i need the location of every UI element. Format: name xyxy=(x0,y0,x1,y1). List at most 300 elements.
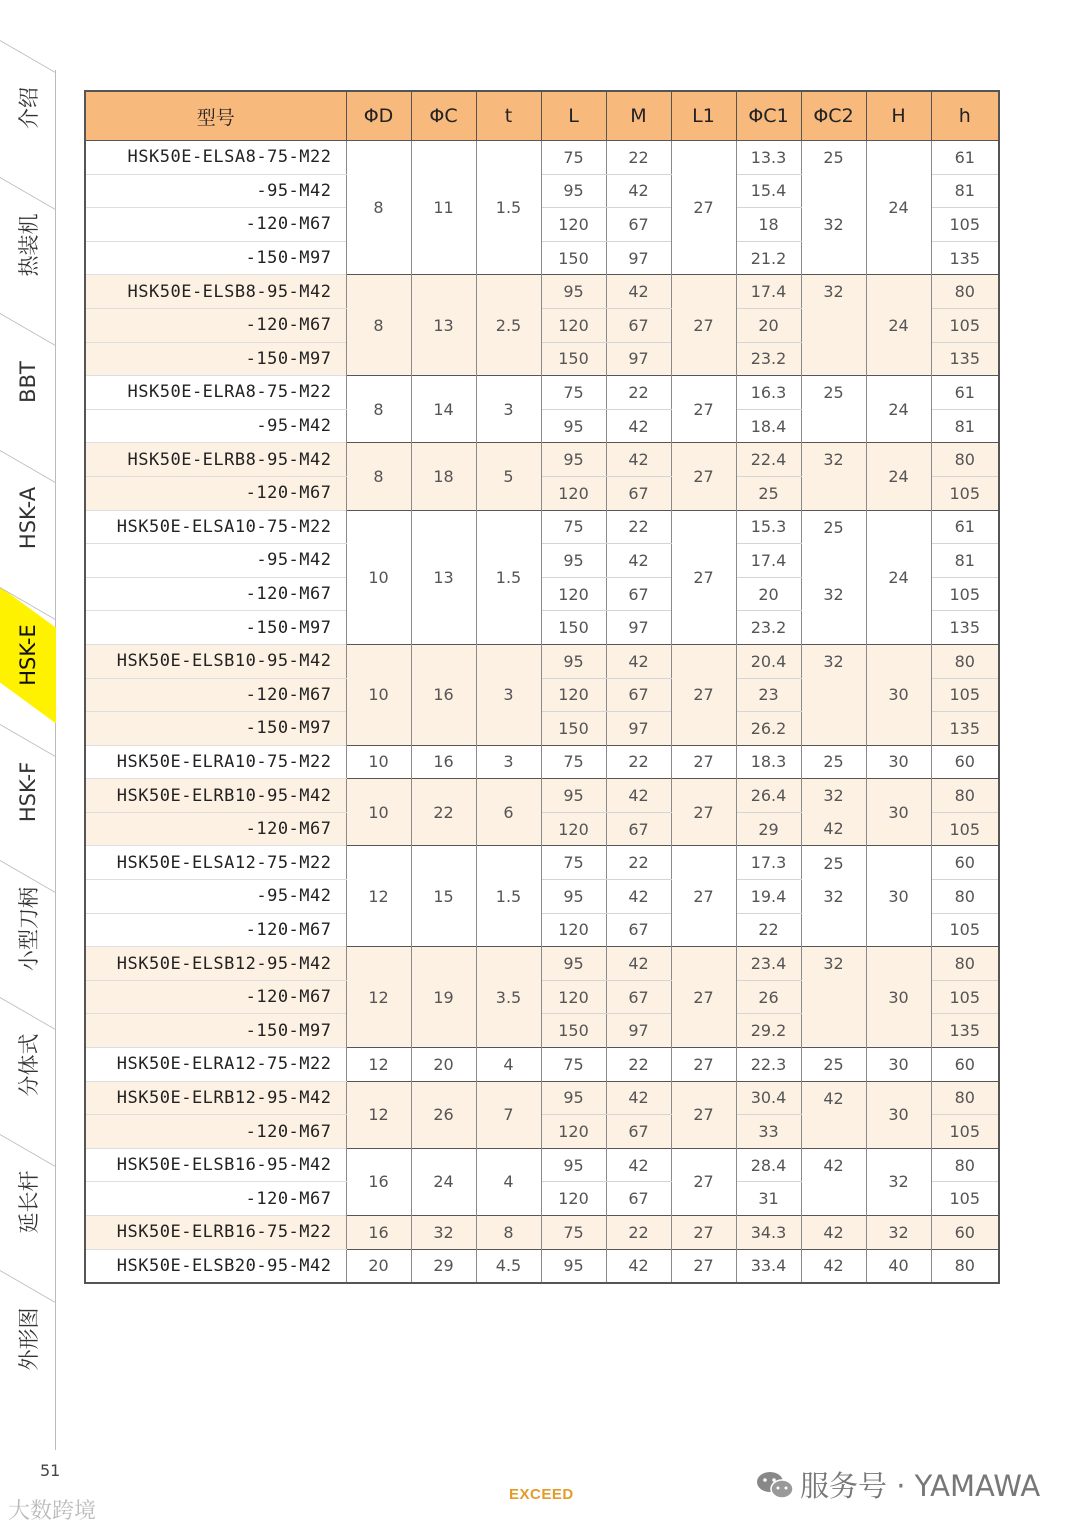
cell-L1: 27 xyxy=(671,275,736,376)
cell-D: 20 xyxy=(346,1249,411,1283)
cell-t: 3 xyxy=(476,376,541,443)
table-row xyxy=(85,544,999,578)
cell-L1: 27 xyxy=(671,510,736,644)
cell-C2: 42 xyxy=(801,1216,866,1250)
cell-D: 16 xyxy=(346,1216,411,1250)
cell-h: 105 xyxy=(931,980,999,1014)
cell-h: 80 xyxy=(931,779,999,813)
cell-C2 xyxy=(801,476,866,510)
cell-C1: 23.4 xyxy=(736,947,801,981)
cell-h: 105 xyxy=(931,577,999,611)
tab-label: 延长杆 xyxy=(17,1170,41,1234)
cell-L: 95 xyxy=(541,1249,606,1283)
cell-t: 7 xyxy=(476,1081,541,1148)
cell-C2 xyxy=(801,174,866,208)
model-cell: -150-M97 xyxy=(85,241,346,275)
table-row xyxy=(85,241,999,275)
table-row xyxy=(85,443,999,477)
cell-D: 16 xyxy=(346,1148,411,1215)
cell-M: 67 xyxy=(606,476,671,510)
cell-C1: 29.2 xyxy=(736,1014,801,1048)
table-row xyxy=(85,1115,999,1149)
cell-C1: 18.4 xyxy=(736,409,801,443)
column-header: ΦC xyxy=(411,91,476,141)
tab-label: 热装机 xyxy=(17,213,41,277)
model-cell: HSK50E-ELSB16-95-M42 xyxy=(85,1148,346,1182)
cell-C1: 34.3 xyxy=(736,1216,801,1250)
cell-L: 120 xyxy=(541,678,606,712)
brand-logo: EXCEED xyxy=(509,1486,574,1503)
cell-C1: 19.4 xyxy=(736,880,801,914)
model-cell: HSK50E-ELRA8-75-M22 xyxy=(85,376,346,410)
cell-M: 22 xyxy=(606,846,671,880)
cell-L1: 27 xyxy=(671,779,736,846)
cell-L1: 27 xyxy=(671,745,736,779)
cell-t: 1.5 xyxy=(476,846,541,947)
cell-C1: 22.4 xyxy=(736,443,801,477)
cell-C1: 22.3 xyxy=(736,1048,801,1082)
cell-C2: 25 xyxy=(801,1048,866,1082)
table-body xyxy=(85,141,999,1284)
cell-C2 xyxy=(801,712,866,746)
cell-C1: 33.4 xyxy=(736,1249,801,1283)
cell-h: 80 xyxy=(931,1081,999,1115)
cell-h: 80 xyxy=(931,1249,999,1283)
model-cell: HSK50E-ELRB16-75-M22 xyxy=(85,1216,346,1250)
cell-C: 32 xyxy=(411,1216,476,1250)
cell-h: 105 xyxy=(931,308,999,342)
tab-4[interactable] xyxy=(0,587,56,724)
column-header: t xyxy=(476,91,541,141)
cell-D: 12 xyxy=(346,947,411,1048)
model-cell: -95-M42 xyxy=(85,174,346,208)
cell-H: 32 xyxy=(866,1148,931,1215)
cell-t: 1.5 xyxy=(476,510,541,644)
model-cell: -120-M67 xyxy=(85,577,346,611)
cell-H: 30 xyxy=(866,846,931,947)
cell-M: 67 xyxy=(606,812,671,846)
model-cell: HSK50E-ELSB20-95-M42 xyxy=(85,1249,346,1283)
table-row xyxy=(85,308,999,342)
cell-L: 95 xyxy=(541,779,606,813)
spec-table xyxy=(84,90,1000,1284)
cell-D: 10 xyxy=(346,510,411,644)
model-cell: HSK50E-ELSB10-95-M42 xyxy=(85,644,346,678)
wechat-watermark-text: 服务号 · YAMAWA xyxy=(800,1469,1041,1503)
cell-C2 xyxy=(801,409,866,443)
cell-h: 61 xyxy=(931,510,999,544)
model-cell: -120-M67 xyxy=(85,812,346,846)
cell-t: 6 xyxy=(476,779,541,846)
cell-L: 120 xyxy=(541,308,606,342)
cell-M: 67 xyxy=(606,980,671,1014)
model-cell: HSK50E-ELSA8-75-M22 xyxy=(85,141,346,175)
cell-L: 75 xyxy=(541,1216,606,1250)
cell-h: 80 xyxy=(931,1148,999,1182)
table-row xyxy=(85,510,999,544)
cell-L: 95 xyxy=(541,443,606,477)
table-header-row xyxy=(85,91,999,141)
cell-C1: 25 xyxy=(736,476,801,510)
cell-C1: 23.2 xyxy=(736,342,801,376)
cell-D: 8 xyxy=(346,141,411,275)
cell-H: 24 xyxy=(866,510,931,644)
cell-L: 120 xyxy=(541,476,606,510)
tab-0[interactable] xyxy=(0,40,56,177)
cell-C1: 28.4 xyxy=(736,1148,801,1182)
cell-C1: 13.3 xyxy=(736,141,801,175)
cell-L: 95 xyxy=(541,947,606,981)
cell-C2 xyxy=(801,1182,866,1216)
tab-label: 介绍 xyxy=(17,87,41,130)
cell-L: 150 xyxy=(541,1014,606,1048)
cell-C: 16 xyxy=(411,644,476,745)
cell-M: 97 xyxy=(606,1014,671,1048)
table-row xyxy=(85,1014,999,1048)
model-cell: HSK50E-ELRB10-95-M42 xyxy=(85,779,346,813)
table-row xyxy=(85,1048,999,1082)
cell-C1: 26.2 xyxy=(736,712,801,746)
cell-L: 120 xyxy=(541,812,606,846)
cell-L: 120 xyxy=(541,577,606,611)
cell-L: 120 xyxy=(541,1182,606,1216)
cell-D: 10 xyxy=(346,644,411,745)
cell-M: 42 xyxy=(606,443,671,477)
cell-L1: 27 xyxy=(671,141,736,275)
cell-h: 60 xyxy=(931,1216,999,1250)
cell-C1: 15.4 xyxy=(736,174,801,208)
cell-h: 80 xyxy=(931,644,999,678)
model-cell: -150-M97 xyxy=(85,611,346,645)
model-cell: -120-M67 xyxy=(85,208,346,242)
cell-L: 120 xyxy=(541,980,606,1014)
model-cell: -120-M67 xyxy=(85,980,346,1014)
cell-C2: 42 xyxy=(801,1148,866,1182)
model-cell: -150-M97 xyxy=(85,1014,346,1048)
cell-L1: 27 xyxy=(671,644,736,745)
model-cell: -95-M42 xyxy=(85,880,346,914)
table-row xyxy=(85,779,999,813)
cell-C: 13 xyxy=(411,275,476,376)
table-row xyxy=(85,409,999,443)
cell-L1: 27 xyxy=(671,1081,736,1148)
cell-C: 24 xyxy=(411,1148,476,1215)
cell-M: 42 xyxy=(606,275,671,309)
table-row xyxy=(85,141,999,175)
table-row xyxy=(85,476,999,510)
table-row xyxy=(85,812,999,846)
cell-C1: 26 xyxy=(736,980,801,1014)
cell-L: 75 xyxy=(541,745,606,779)
cell-L: 150 xyxy=(541,241,606,275)
tab-3[interactable] xyxy=(0,450,56,587)
model-cell: -95-M42 xyxy=(85,409,346,443)
cell-M: 67 xyxy=(606,1182,671,1216)
tab-1[interactable] xyxy=(0,177,56,314)
cell-C2 xyxy=(801,611,866,645)
cell-C1: 23 xyxy=(736,678,801,712)
cell-C2 xyxy=(801,980,866,1014)
cell-M: 22 xyxy=(606,1216,671,1250)
tab-label: HSK-E xyxy=(16,624,40,686)
cell-M: 42 xyxy=(606,779,671,813)
cell-D: 10 xyxy=(346,779,411,846)
cell-C1: 20 xyxy=(736,577,801,611)
cell-L: 120 xyxy=(541,1115,606,1149)
table-row xyxy=(85,880,999,914)
tab-8[interactable] xyxy=(0,1134,56,1271)
table-row xyxy=(85,275,999,309)
cell-M: 42 xyxy=(606,1249,671,1283)
cell-C2 xyxy=(801,1014,866,1048)
cell-C2: 32 xyxy=(801,208,866,242)
cell-C: 19 xyxy=(411,947,476,1048)
tab-5[interactable] xyxy=(0,724,56,861)
model-cell: -120-M67 xyxy=(85,678,346,712)
cell-H: 40 xyxy=(866,1249,931,1283)
cell-M: 42 xyxy=(606,409,671,443)
cell-h: 105 xyxy=(931,476,999,510)
tab-9[interactable] xyxy=(0,1270,56,1407)
cell-C1: 33 xyxy=(736,1115,801,1149)
side-tab-strip xyxy=(0,40,56,1450)
tab-label: BBT xyxy=(16,360,40,403)
model-cell: -120-M67 xyxy=(85,1115,346,1149)
cell-M: 22 xyxy=(606,376,671,410)
cell-L: 75 xyxy=(541,510,606,544)
model-cell: HSK50E-ELSA12-75-M22 xyxy=(85,846,346,880)
table-row xyxy=(85,712,999,746)
cell-C1: 17.3 xyxy=(736,846,801,880)
cell-C1: 18.3 xyxy=(736,745,801,779)
cell-C: 22 xyxy=(411,779,476,846)
cell-H: 24 xyxy=(866,141,931,275)
tab-label: HSK-F xyxy=(16,761,40,823)
cell-L: 150 xyxy=(541,712,606,746)
cell-M: 22 xyxy=(606,1048,671,1082)
cell-H: 30 xyxy=(866,644,931,745)
table-row xyxy=(85,913,999,947)
cell-C1: 23.2 xyxy=(736,611,801,645)
cell-C2: 32 xyxy=(801,947,866,981)
cell-C2: 32 xyxy=(801,644,866,678)
cell-H: 24 xyxy=(866,443,931,510)
table-row xyxy=(85,678,999,712)
cell-h: 105 xyxy=(931,812,999,846)
table-row xyxy=(85,846,999,880)
cell-H: 24 xyxy=(866,376,931,443)
cell-t: 4 xyxy=(476,1048,541,1082)
cell-L: 95 xyxy=(541,174,606,208)
tab-label: 外形图 xyxy=(17,1307,41,1371)
cell-L: 150 xyxy=(541,611,606,645)
cell-C1: 18 xyxy=(736,208,801,242)
model-cell: -120-M67 xyxy=(85,913,346,947)
cell-t: 1.5 xyxy=(476,141,541,275)
cell-M: 42 xyxy=(606,544,671,578)
cell-C2 xyxy=(801,913,866,947)
model-cell: -150-M97 xyxy=(85,712,346,746)
cell-L: 95 xyxy=(541,409,606,443)
cell-C1: 29 xyxy=(736,812,801,846)
table-row xyxy=(85,342,999,376)
cell-H: 30 xyxy=(866,779,931,846)
cell-t: 4 xyxy=(476,1148,541,1215)
model-cell: -150-M97 xyxy=(85,342,346,376)
cell-L1: 27 xyxy=(671,1249,736,1283)
cell-C: 14 xyxy=(411,376,476,443)
cell-C2: 25 xyxy=(801,141,866,175)
cell-C2: 42 xyxy=(801,1249,866,1283)
column-header: ΦC2 xyxy=(801,91,866,141)
table-row xyxy=(85,208,999,242)
cell-C: 20 xyxy=(411,1048,476,1082)
model-cell: HSK50E-ELSB12-95-M42 xyxy=(85,947,346,981)
wechat-watermark xyxy=(756,1464,1040,1505)
tab-6[interactable] xyxy=(0,860,56,997)
cell-C2 xyxy=(801,544,866,578)
cell-h: 105 xyxy=(931,1115,999,1149)
cell-h: 61 xyxy=(931,141,999,175)
cell-M: 97 xyxy=(606,342,671,376)
cell-h: 80 xyxy=(931,947,999,981)
cell-L1: 27 xyxy=(671,443,736,510)
cell-H: 24 xyxy=(866,275,931,376)
page-number: 51 xyxy=(40,1461,61,1480)
column-header: H xyxy=(866,91,931,141)
cell-C: 29 xyxy=(411,1249,476,1283)
cell-h: 105 xyxy=(931,1182,999,1216)
tab-label: HSK-A xyxy=(16,487,40,550)
cell-L: 95 xyxy=(541,544,606,578)
cell-C2: 42 xyxy=(801,812,866,846)
cell-h: 80 xyxy=(931,275,999,309)
model-cell: HSK50E-ELSB8-95-M42 xyxy=(85,275,346,309)
cell-h: 80 xyxy=(931,880,999,914)
column-header: M xyxy=(606,91,671,141)
cell-h: 135 xyxy=(931,712,999,746)
cell-h: 80 xyxy=(931,443,999,477)
cell-t: 8 xyxy=(476,1216,541,1250)
column-header: ΦC1 xyxy=(736,91,801,141)
cell-M: 42 xyxy=(606,1148,671,1182)
cell-C2: 25 xyxy=(801,510,866,544)
cell-M: 67 xyxy=(606,1115,671,1149)
cell-t: 3 xyxy=(476,644,541,745)
cell-L: 120 xyxy=(541,913,606,947)
table-row xyxy=(85,1249,999,1283)
cell-h: 105 xyxy=(931,208,999,242)
cell-L: 95 xyxy=(541,880,606,914)
cell-C2: 32 xyxy=(801,880,866,914)
cell-L: 120 xyxy=(541,208,606,242)
cell-C1: 30.4 xyxy=(736,1081,801,1115)
cell-L: 95 xyxy=(541,1148,606,1182)
cell-C2: 25 xyxy=(801,376,866,410)
model-cell: -120-M67 xyxy=(85,476,346,510)
cell-M: 22 xyxy=(606,510,671,544)
cell-C1: 17.4 xyxy=(736,275,801,309)
cell-M: 42 xyxy=(606,1081,671,1115)
cell-M: 97 xyxy=(606,712,671,746)
table-row xyxy=(85,1216,999,1250)
cell-M: 97 xyxy=(606,611,671,645)
cell-M: 42 xyxy=(606,880,671,914)
cell-D: 12 xyxy=(346,846,411,947)
tab-label: 小型刀柄 xyxy=(17,886,41,971)
cell-h: 135 xyxy=(931,241,999,275)
cell-C2: 32 xyxy=(801,577,866,611)
table-row xyxy=(85,577,999,611)
cell-h: 60 xyxy=(931,846,999,880)
model-cell: HSK50E-ELRA10-75-M22 xyxy=(85,745,346,779)
tab-7[interactable] xyxy=(0,997,56,1134)
cell-h: 81 xyxy=(931,409,999,443)
cell-h: 81 xyxy=(931,544,999,578)
table-row xyxy=(85,1148,999,1182)
cell-M: 97 xyxy=(606,241,671,275)
cell-C2 xyxy=(801,308,866,342)
cell-C: 13 xyxy=(411,510,476,644)
cell-C1: 17.4 xyxy=(736,544,801,578)
cell-L1: 27 xyxy=(671,1216,736,1250)
cell-C1: 31 xyxy=(736,1182,801,1216)
table-row xyxy=(85,644,999,678)
cell-M: 67 xyxy=(606,577,671,611)
model-cell: -120-M67 xyxy=(85,1182,346,1216)
cell-M: 22 xyxy=(606,745,671,779)
cell-C1: 26.4 xyxy=(736,779,801,813)
cell-C2: 32 xyxy=(801,443,866,477)
cell-C2: 32 xyxy=(801,779,866,813)
cell-t: 4.5 xyxy=(476,1249,541,1283)
wechat-icon xyxy=(756,1470,794,1500)
column-header: L1 xyxy=(671,91,736,141)
cell-C1: 20 xyxy=(736,308,801,342)
model-cell: HSK50E-ELRB8-95-M42 xyxy=(85,443,346,477)
cell-M: 42 xyxy=(606,174,671,208)
cell-M: 67 xyxy=(606,913,671,947)
cell-L: 95 xyxy=(541,644,606,678)
table-row xyxy=(85,376,999,410)
tab-2[interactable] xyxy=(0,313,56,450)
cell-C2 xyxy=(801,342,866,376)
cell-h: 135 xyxy=(931,611,999,645)
cell-D: 8 xyxy=(346,443,411,510)
cell-H: 30 xyxy=(866,1048,931,1082)
cell-C1: 22 xyxy=(736,913,801,947)
column-header: h xyxy=(931,91,999,141)
cell-h: 135 xyxy=(931,1014,999,1048)
cell-C2: 25 xyxy=(801,846,866,880)
cell-C: 26 xyxy=(411,1081,476,1148)
cell-h: 81 xyxy=(931,174,999,208)
cell-C1: 21.2 xyxy=(736,241,801,275)
cell-C2: 25 xyxy=(801,745,866,779)
cell-H: 30 xyxy=(866,947,931,1048)
cell-L: 95 xyxy=(541,275,606,309)
cell-M: 22 xyxy=(606,141,671,175)
cell-h: 60 xyxy=(931,745,999,779)
cell-L1: 27 xyxy=(671,1148,736,1215)
cell-h: 135 xyxy=(931,342,999,376)
cell-L1: 27 xyxy=(671,947,736,1048)
cell-M: 42 xyxy=(606,947,671,981)
cell-L: 75 xyxy=(541,1048,606,1082)
cell-h: 105 xyxy=(931,678,999,712)
cell-M: 67 xyxy=(606,678,671,712)
column-header: L xyxy=(541,91,606,141)
